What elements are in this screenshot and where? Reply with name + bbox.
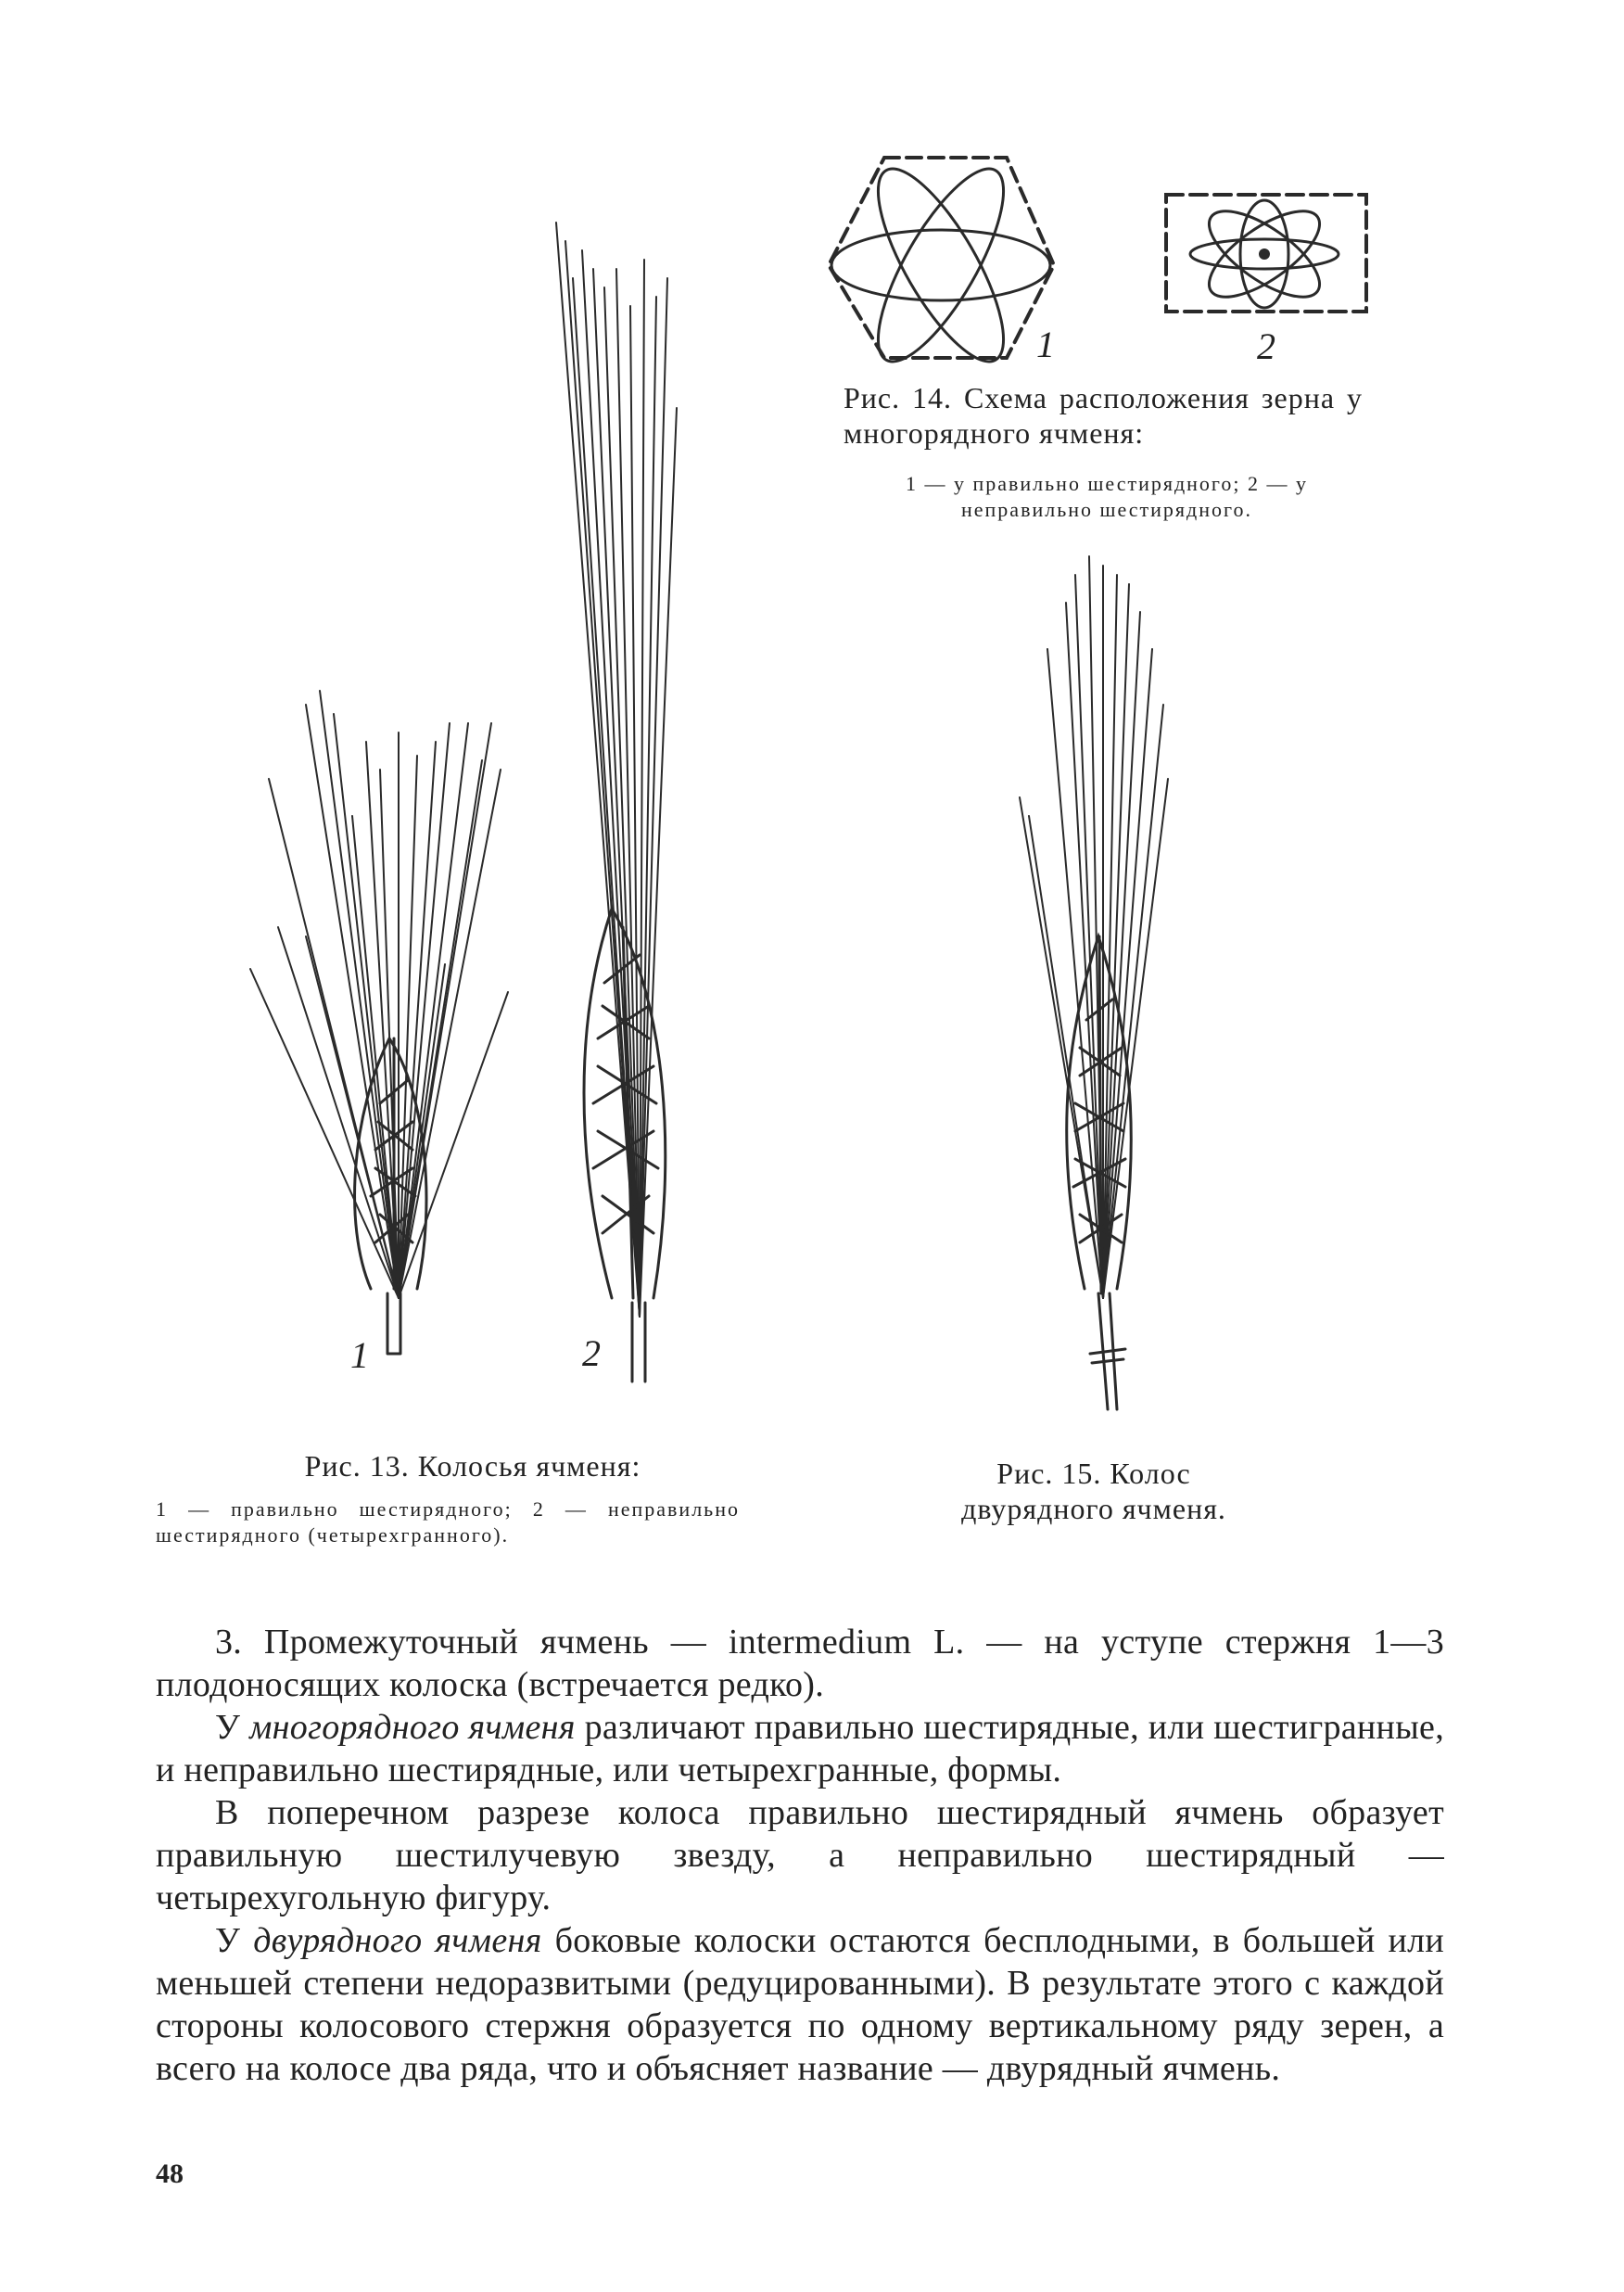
fig13-caption-legend: 1 — правильно шестирядного; 2 — неправильно шестирядного (четырехгранного).: [156, 1497, 740, 1547]
paragraph-text: — на уступе стержня 1—3 плодоносящих колоска (встречается редко).: [156, 1623, 1444, 1704]
italic-term: многорядного ячменя: [249, 1708, 576, 1747]
fig13-label-2: 2: [582, 1332, 601, 1374]
paragraph-cross-section: В поперечном разрезе колоса правильно шестирядный ячмень образует правильную шестилучевую звезду, а неправильно шестирядный — четырехугольную фигуру.: [156, 1793, 1444, 1917]
page-number: 48: [156, 2158, 184, 2189]
paragraph-multirow-barley: [156, 1706, 1444, 1791]
fig14-caption-title: Рис. 14. Схема расположения зерна у многорядного ячменя:: [844, 381, 1363, 450]
latin-term: intermedium L.: [728, 1623, 965, 1662]
fig13-caption-title: Рис. 13. Колосья ячменя:: [304, 1449, 641, 1483]
paragraph-text: 3. Промежуточный ячмень —: [215, 1623, 729, 1662]
paragraph-text: У: [215, 1921, 254, 1960]
paragraph-intermediate-barley: [156, 1621, 1444, 1706]
fig13-label-1: 1: [350, 1334, 369, 1376]
body-text: [156, 1621, 1444, 2090]
paragraph-text: боковые колоски остаются бесплодными, в большей или меньшей степени недоразвитыми (редуцированными). В результате этого с каждой стороны колосового стержня образуется по одному вертикальному ряду зерен, а всего на колосе два ряда, что и объясняет название — двурядный ячмень.: [156, 1921, 1444, 2088]
italic-term: двурядного ячменя: [253, 1921, 542, 1960]
paragraph-text: У: [215, 1708, 250, 1747]
fig14-label-1: 1: [1036, 324, 1055, 365]
paragraph-two-row-barley: [156, 1919, 1444, 2090]
fig14-label-2: 2: [1257, 325, 1275, 367]
fig14-caption-legend: 1 — у правильно шестирядного; 2 — у неправильно шестирядного.: [905, 472, 1309, 521]
paragraph-text: различают правильно шестирядные, или шестигранные, и неправильно шестирядные, или четырехгранные, формы.: [156, 1708, 1444, 1789]
fig15-caption-title: Рис. 15. Колос двурядного ячменя.: [961, 1457, 1226, 1525]
